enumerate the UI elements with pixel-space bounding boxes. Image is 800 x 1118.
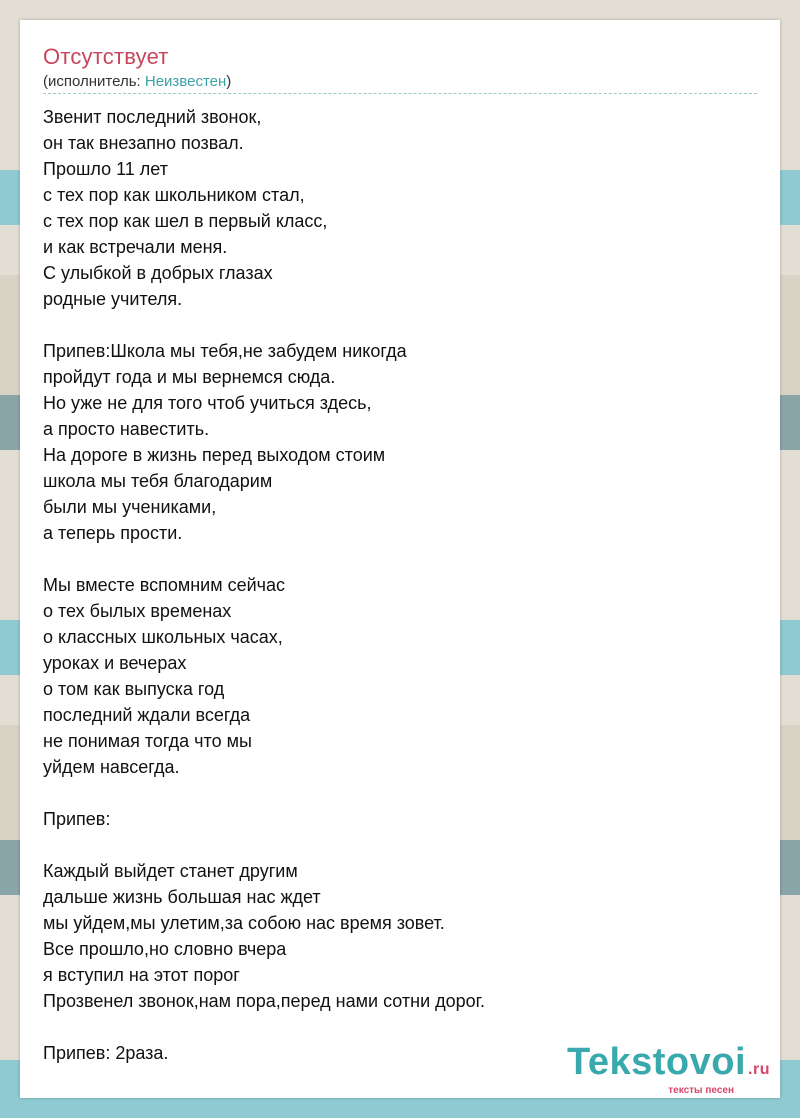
lyrics-line: о том как выпуска год — [43, 679, 225, 699]
lyrics-line: и как встречали меня. — [43, 237, 228, 257]
lyrics-line: Но уже не для того чтоб учиться здесь, — [43, 393, 372, 413]
lyrics-line: были мы учениками, — [43, 497, 217, 517]
lyrics-line: Звенит последний звонок, — [43, 107, 262, 127]
lyrics-line: Мы вместе вспомним сейчас — [43, 575, 286, 595]
logo-wordmark — [567, 1043, 770, 1089]
lyrics-line: уйдем навсегда. — [43, 757, 180, 777]
lyrics-line: Прозвенел звонок,нам пора,перед нами сотни дорог. — [43, 991, 486, 1011]
lyrics-line: Все прошло,но словно вчера — [43, 939, 287, 959]
lyrics-line: о тех былых временах — [43, 601, 232, 621]
lyrics-line: с тех пор как школьником стал, — [43, 185, 305, 205]
lyrics-line: последний ждали всегда — [43, 705, 251, 725]
artist-prefix: (исполнитель: — [43, 73, 145, 90]
lyrics-line: а теперь прости. — [43, 523, 183, 543]
lyrics-line: я вступил на этот порог — [43, 965, 240, 985]
lyrics-stanza — [43, 806, 757, 832]
logo-tagline: тексты песен — [668, 1085, 734, 1096]
lyrics-line: Каждый выйдет станет другим — [43, 861, 298, 881]
lyrics-line: дальше жизнь большая нас ждет — [43, 887, 321, 907]
lyrics-line: не понимая тогда что мы — [43, 731, 252, 751]
lyrics-line: Припев:Школа мы тебя,не забудем никогда — [43, 341, 407, 361]
lyrics-stanza — [43, 104, 757, 312]
site-logo[interactable] — [567, 1043, 770, 1096]
lyrics-line: родные учителя. — [43, 289, 183, 309]
logo-name: Tekstovoi — [566, 1041, 747, 1083]
lyrics-line: школа мы тебя благодарим — [43, 471, 273, 491]
song-title: Отсутствует — [43, 44, 169, 69]
artist-link[interactable]: Неизвестен — [144, 73, 227, 90]
lyrics-line: Припев: 2раза. — [43, 1043, 169, 1063]
logo-tld: .ru — [748, 1061, 770, 1078]
lyrics-line: уроках и вечерах — [43, 653, 187, 673]
lyrics-stanza — [43, 572, 757, 780]
lyrics-line: а просто навестить. — [43, 419, 210, 439]
lyrics-line: На дороге в жизнь перед выходом стоим — [43, 445, 386, 465]
artist-line — [43, 73, 231, 90]
lyrics-line: он так внезапно позвал. — [43, 133, 244, 153]
lyrics-line: с тех пор как шел в первый класс, — [43, 211, 328, 231]
lyrics-line: Прошло 11 лет — [43, 159, 168, 179]
lyrics-line: о классных школьных часах, — [43, 627, 283, 647]
title-divider — [43, 93, 757, 94]
lyrics-line: мы уйдем,мы улетим,за собою нас время зовет. — [43, 913, 445, 933]
lyrics-line: пройдут года и мы вернемся сюда. — [43, 367, 336, 387]
lyrics-body — [43, 104, 757, 1092]
lyrics-stanza — [43, 338, 757, 546]
lyrics-line: С улыбкой в добрых глазах — [43, 263, 273, 283]
artist-suffix: ) — [226, 73, 232, 90]
lyrics-line: Припев: — [43, 809, 111, 829]
lyrics-stanza — [43, 858, 757, 1014]
